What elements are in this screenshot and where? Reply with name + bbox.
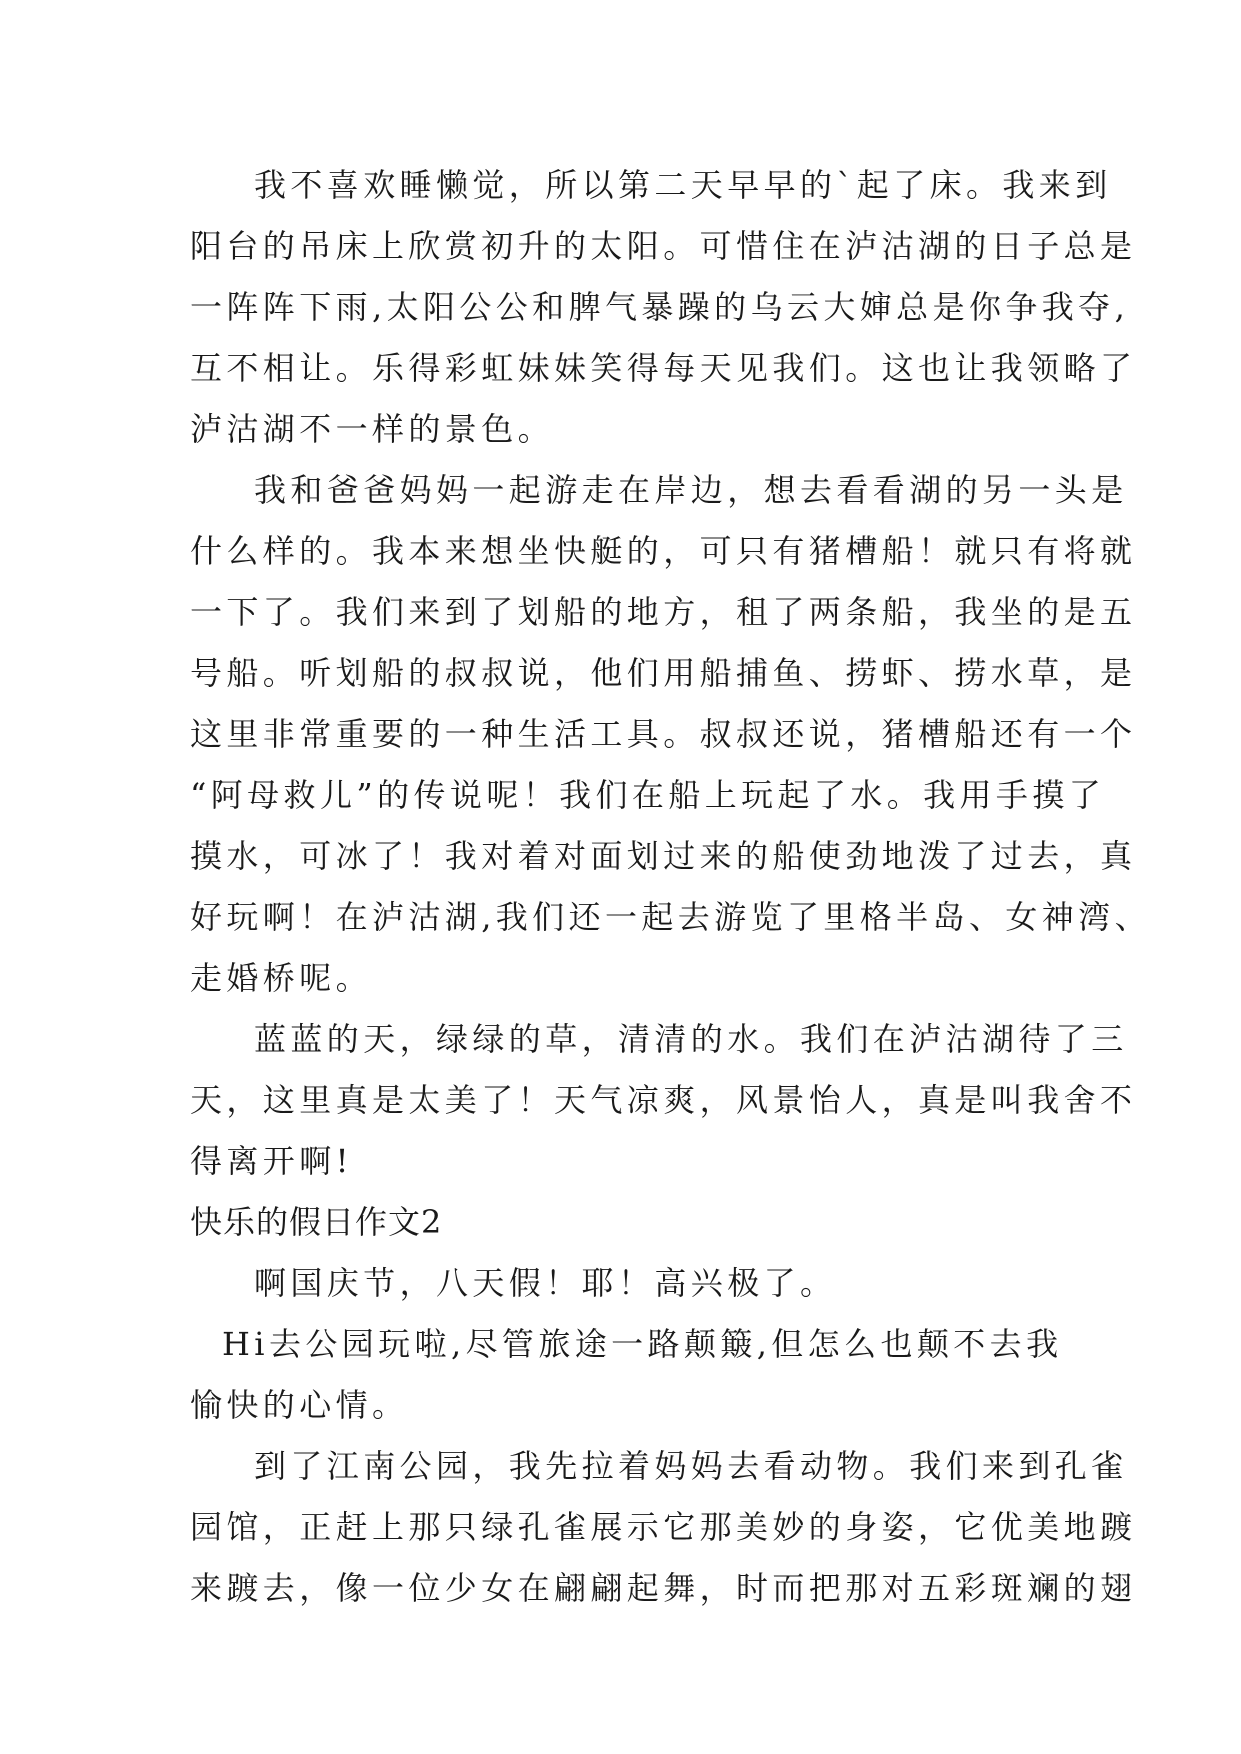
paragraph-line: 园馆，正赶上那只绿孔雀展示它那美妙的身姿，它优美地踱 bbox=[190, 1508, 1137, 1546]
paragraph-line: “阿母救儿”的传说呢！我们在船上玩起了水。我用手摸了 bbox=[190, 776, 1106, 814]
paragraph-line: 好玩啊！在泸沽湖,我们还一起去游览了里格半岛、女神湾、 bbox=[190, 898, 1151, 936]
paragraph-line: Hi去公园玩啦,尽管旅途一路颠簸,但怎么也颠不去我 bbox=[222, 1325, 1063, 1363]
paragraph-line: 我和爸爸妈妈一起游走在岸边，想去看看湖的另一头是 bbox=[254, 471, 1128, 509]
paragraph-line: 天，这里真是太美了！天气凉爽，风景怡人，真是叫我舍不 bbox=[190, 1081, 1137, 1119]
paragraph-line: 这里非常重要的一种生活工具。叔叔还说，猪槽船还有一个 bbox=[190, 715, 1137, 753]
paragraph-line: 蓝蓝的天，绿绿的草，清清的水。我们在泸沽湖待了三 bbox=[254, 1020, 1128, 1058]
paragraph-line: 什么样的。我本来想坐快艇的，可只有猪槽船！就只有将就 bbox=[190, 532, 1137, 570]
paragraph-line: 一下了。我们来到了划船的地方，租了两条船，我坐的是五 bbox=[190, 593, 1137, 631]
paragraph-line: 互不相让。乐得彩虹妹妹笑得每天见我们。这也让我领略了 bbox=[190, 349, 1137, 387]
paragraph-line: 到了江南公园，我先拉着妈妈去看动物。我们来到孔雀 bbox=[254, 1447, 1128, 1485]
document-body bbox=[190, 155, 1151, 1619]
paragraph-line: 我不喜欢睡懒觉，所以第二天早早的`起了床。我来到 bbox=[254, 166, 1112, 204]
paragraph-line: 泸沽湖不一样的景色。 bbox=[190, 410, 555, 448]
paragraph-line: 号船。听划船的叔叔说，他们用船捕鱼、捞虾、捞水草，是 bbox=[190, 654, 1137, 692]
paragraph-line: 摸水，可冰了！我对着对面划过来的船使劲地泼了过去，真 bbox=[190, 837, 1137, 875]
paragraph-line: 愉快的心情。 bbox=[190, 1386, 409, 1424]
paragraph-line: 一阵阵下雨,太阳公公和脾气暴躁的乌云大婶总是你争我夺, bbox=[190, 288, 1130, 326]
paragraph-line: 走婚桥呢。 bbox=[190, 959, 373, 997]
section-heading: 快乐的假日作文2 bbox=[190, 1203, 443, 1241]
paragraph-line: 得离开啊! bbox=[190, 1142, 353, 1180]
paragraph-line: 来踱去，像一位少女在翩翩起舞，时而把那对五彩斑斓的翅 bbox=[190, 1569, 1137, 1607]
paragraph-line: 啊国庆节，八天假！耶！高兴极了。 bbox=[254, 1264, 837, 1302]
paragraph-line: 阳台的吊床上欣赏初升的太阳。可惜住在泸沽湖的日子总是 bbox=[190, 227, 1137, 265]
